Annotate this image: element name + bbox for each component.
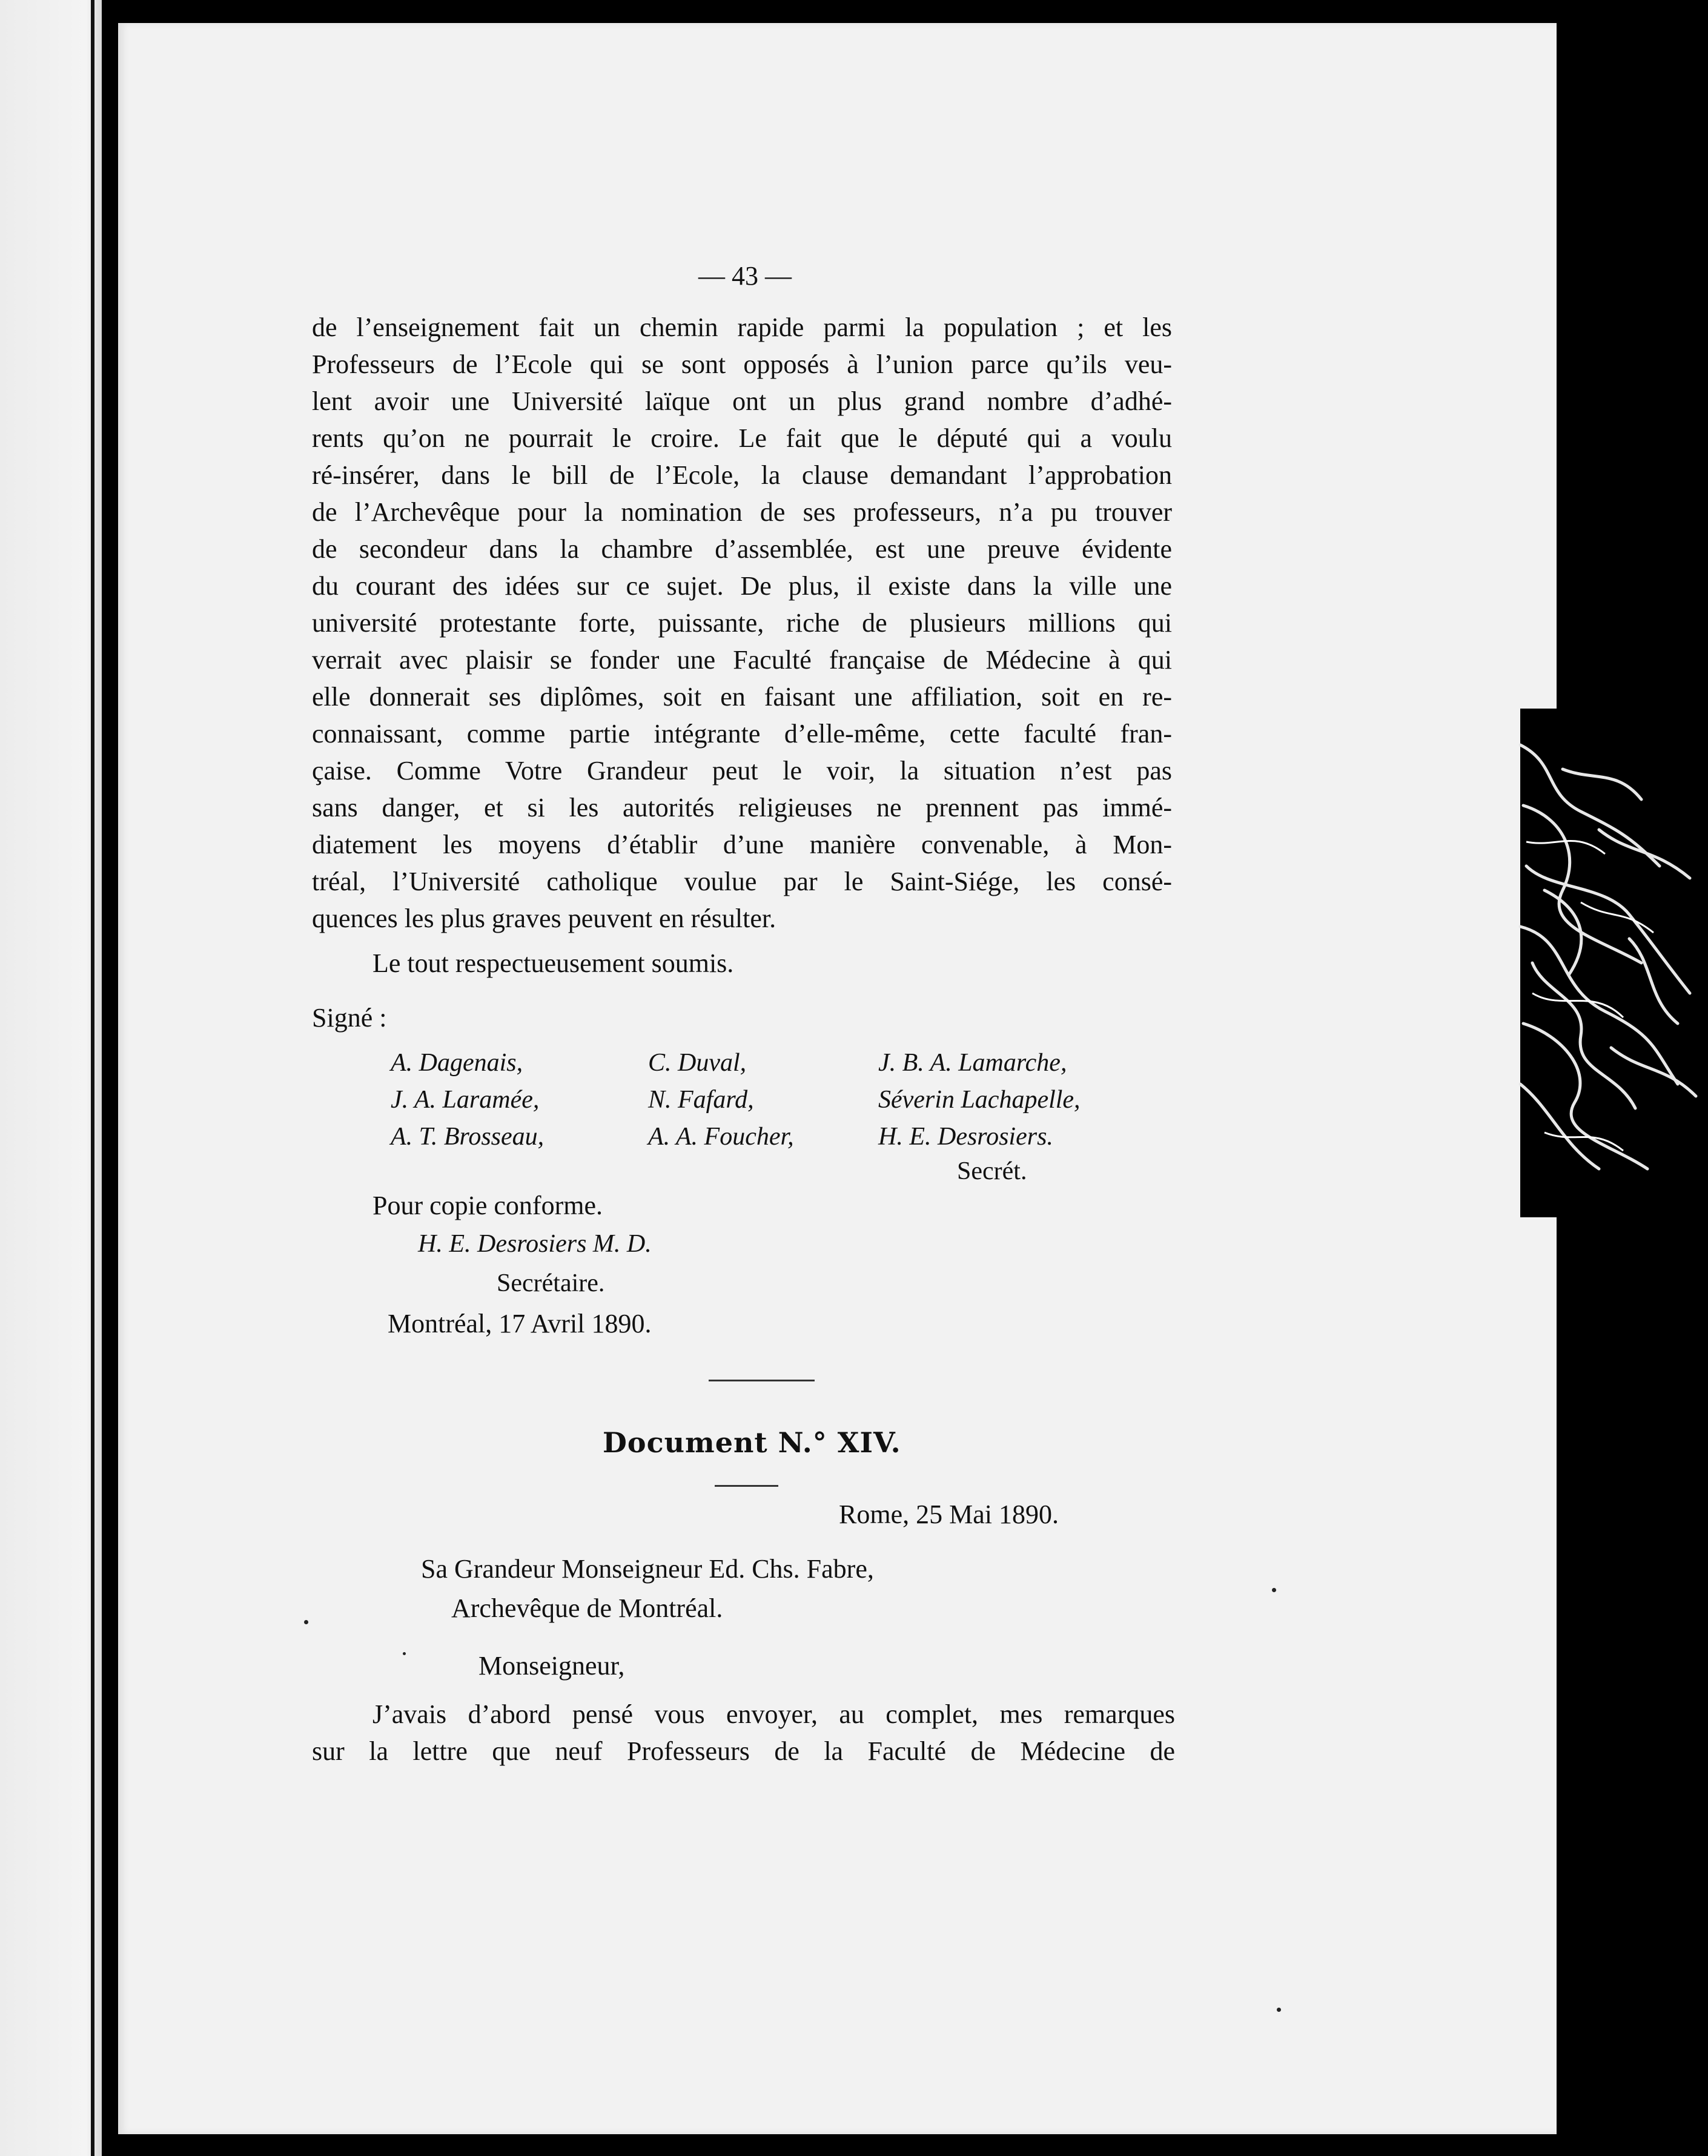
- title-underline: [715, 1485, 778, 1487]
- letter-salutation: Monseigneur,: [478, 1651, 625, 1681]
- left-page-edge: [0, 0, 102, 2156]
- signatories-column-3: [878, 1045, 1081, 1156]
- body-paragraph: [312, 309, 1172, 937]
- copy-role: Secrétaire.: [497, 1269, 605, 1297]
- letter-addressee-title: Archevêque de Montréal.: [451, 1593, 723, 1623]
- signatory: A. A. Foucher,: [648, 1123, 794, 1151]
- scan-speck: [304, 1620, 308, 1624]
- signatory: J. A. Laramée,: [391, 1086, 540, 1114]
- signed-label: Signé :: [312, 1003, 387, 1033]
- letter-line: sur la lettre que neuf Professeurs de la Faculté de Médecine de: [312, 1736, 1175, 1766]
- body-line: diatement les moyens d’établir d’une manière convenable, à Mon-: [312, 830, 1172, 859]
- body-line: elle donnerait ses diplômes, soit en faisant une affiliation, soit en re-: [312, 682, 1172, 712]
- scan-speck: [403, 1652, 406, 1655]
- body-line: çaise. Comme Votre Grandeur peut le voir, la situation n’est pas: [312, 756, 1172, 785]
- signatory: C. Duval,: [648, 1049, 747, 1077]
- left-page-gutter-line: [91, 0, 94, 2156]
- scan-speck: [1277, 2008, 1281, 2012]
- letter-line: J’avais d’abord pensé vous envoyer, au complet, mes remarques: [372, 1699, 1175, 1729]
- document-title: Document N.° XIV.: [603, 1426, 901, 1459]
- body-line: lent avoir une Université laïque ont un plus grand nombre d’adhé-: [312, 386, 1172, 416]
- signatory: A. T. Brosseau,: [391, 1123, 545, 1151]
- body-line: connaissant, comme partie intégrante d’elle-même, cette faculté fran-: [312, 719, 1172, 749]
- signatory: A. Dagenais,: [391, 1049, 523, 1077]
- scan-speck: [1272, 1588, 1276, 1592]
- signatory: Séverin Lachapelle,: [878, 1086, 1081, 1114]
- body-line: université protestante forte, puissante, riche de plusieurs millions qui: [312, 608, 1172, 638]
- signatories-column-2: [648, 1045, 794, 1156]
- body-line: ré-insérer, dans le bill de l’Ecole, la clause demandant l’approbation: [312, 460, 1172, 490]
- body-line: Professeurs de l’Ecole qui se sont opposés à l’union parce qu’ils veu-: [312, 349, 1172, 379]
- body-line: rents qu’on ne pourrait le croire. Le fait que le député qui a voulu: [312, 423, 1172, 453]
- letter-addressee: Sa Grandeur Monseigneur Ed. Chs. Fabre,: [421, 1554, 874, 1584]
- body-line: sans danger, et si les autorités religieuses ne prennent pas immé-: [312, 793, 1172, 822]
- copy-signer: H. E. Desrosiers M. D.: [418, 1230, 652, 1258]
- paper-fiber-damage: [1508, 709, 1708, 1217]
- left-page-sliver: [0, 0, 103, 2156]
- body-line: verrait avec plaisir se fonder une Faculté française de Médecine à qui: [312, 645, 1172, 675]
- signatory: H. E. Desrosiers.: [878, 1123, 1053, 1151]
- section-divider: [709, 1380, 815, 1381]
- copy-conform-label: Pour copie conforme.: [372, 1191, 603, 1220]
- closing-line: Le tout respectueusement soumis.: [372, 948, 734, 978]
- body-line: du courant des idées sur ce sujet. De plus, il existe dans la ville une: [312, 571, 1172, 601]
- secretary-role: Secrét.: [957, 1157, 1027, 1185]
- body-line: tréal, l’Université catholique voulue par le Saint-Siége, les consé-: [312, 867, 1172, 896]
- page-number: — 43 —: [698, 261, 792, 291]
- body-line: de l’enseignement fait un chemin rapide parmi la population ; et les: [312, 312, 1172, 342]
- letter-date: Rome, 25 Mai 1890.: [839, 1500, 1059, 1529]
- body-line: de secondeur dans la chambre d’assemblée, est une preuve évidente: [312, 534, 1172, 564]
- signatory: N. Fafard,: [648, 1086, 754, 1114]
- body-line: de l’Archevêque pour la nomination de ses professeurs, n’a pu trouver: [312, 497, 1172, 527]
- signatories-column-1: [391, 1045, 544, 1156]
- copy-date: Montréal, 17 Avril 1890.: [388, 1309, 652, 1338]
- letter-body: [312, 1696, 1175, 1770]
- signatory: J. B. A. Lamarche,: [878, 1049, 1067, 1077]
- body-line: quences les plus graves peuvent en résulter.: [312, 904, 776, 933]
